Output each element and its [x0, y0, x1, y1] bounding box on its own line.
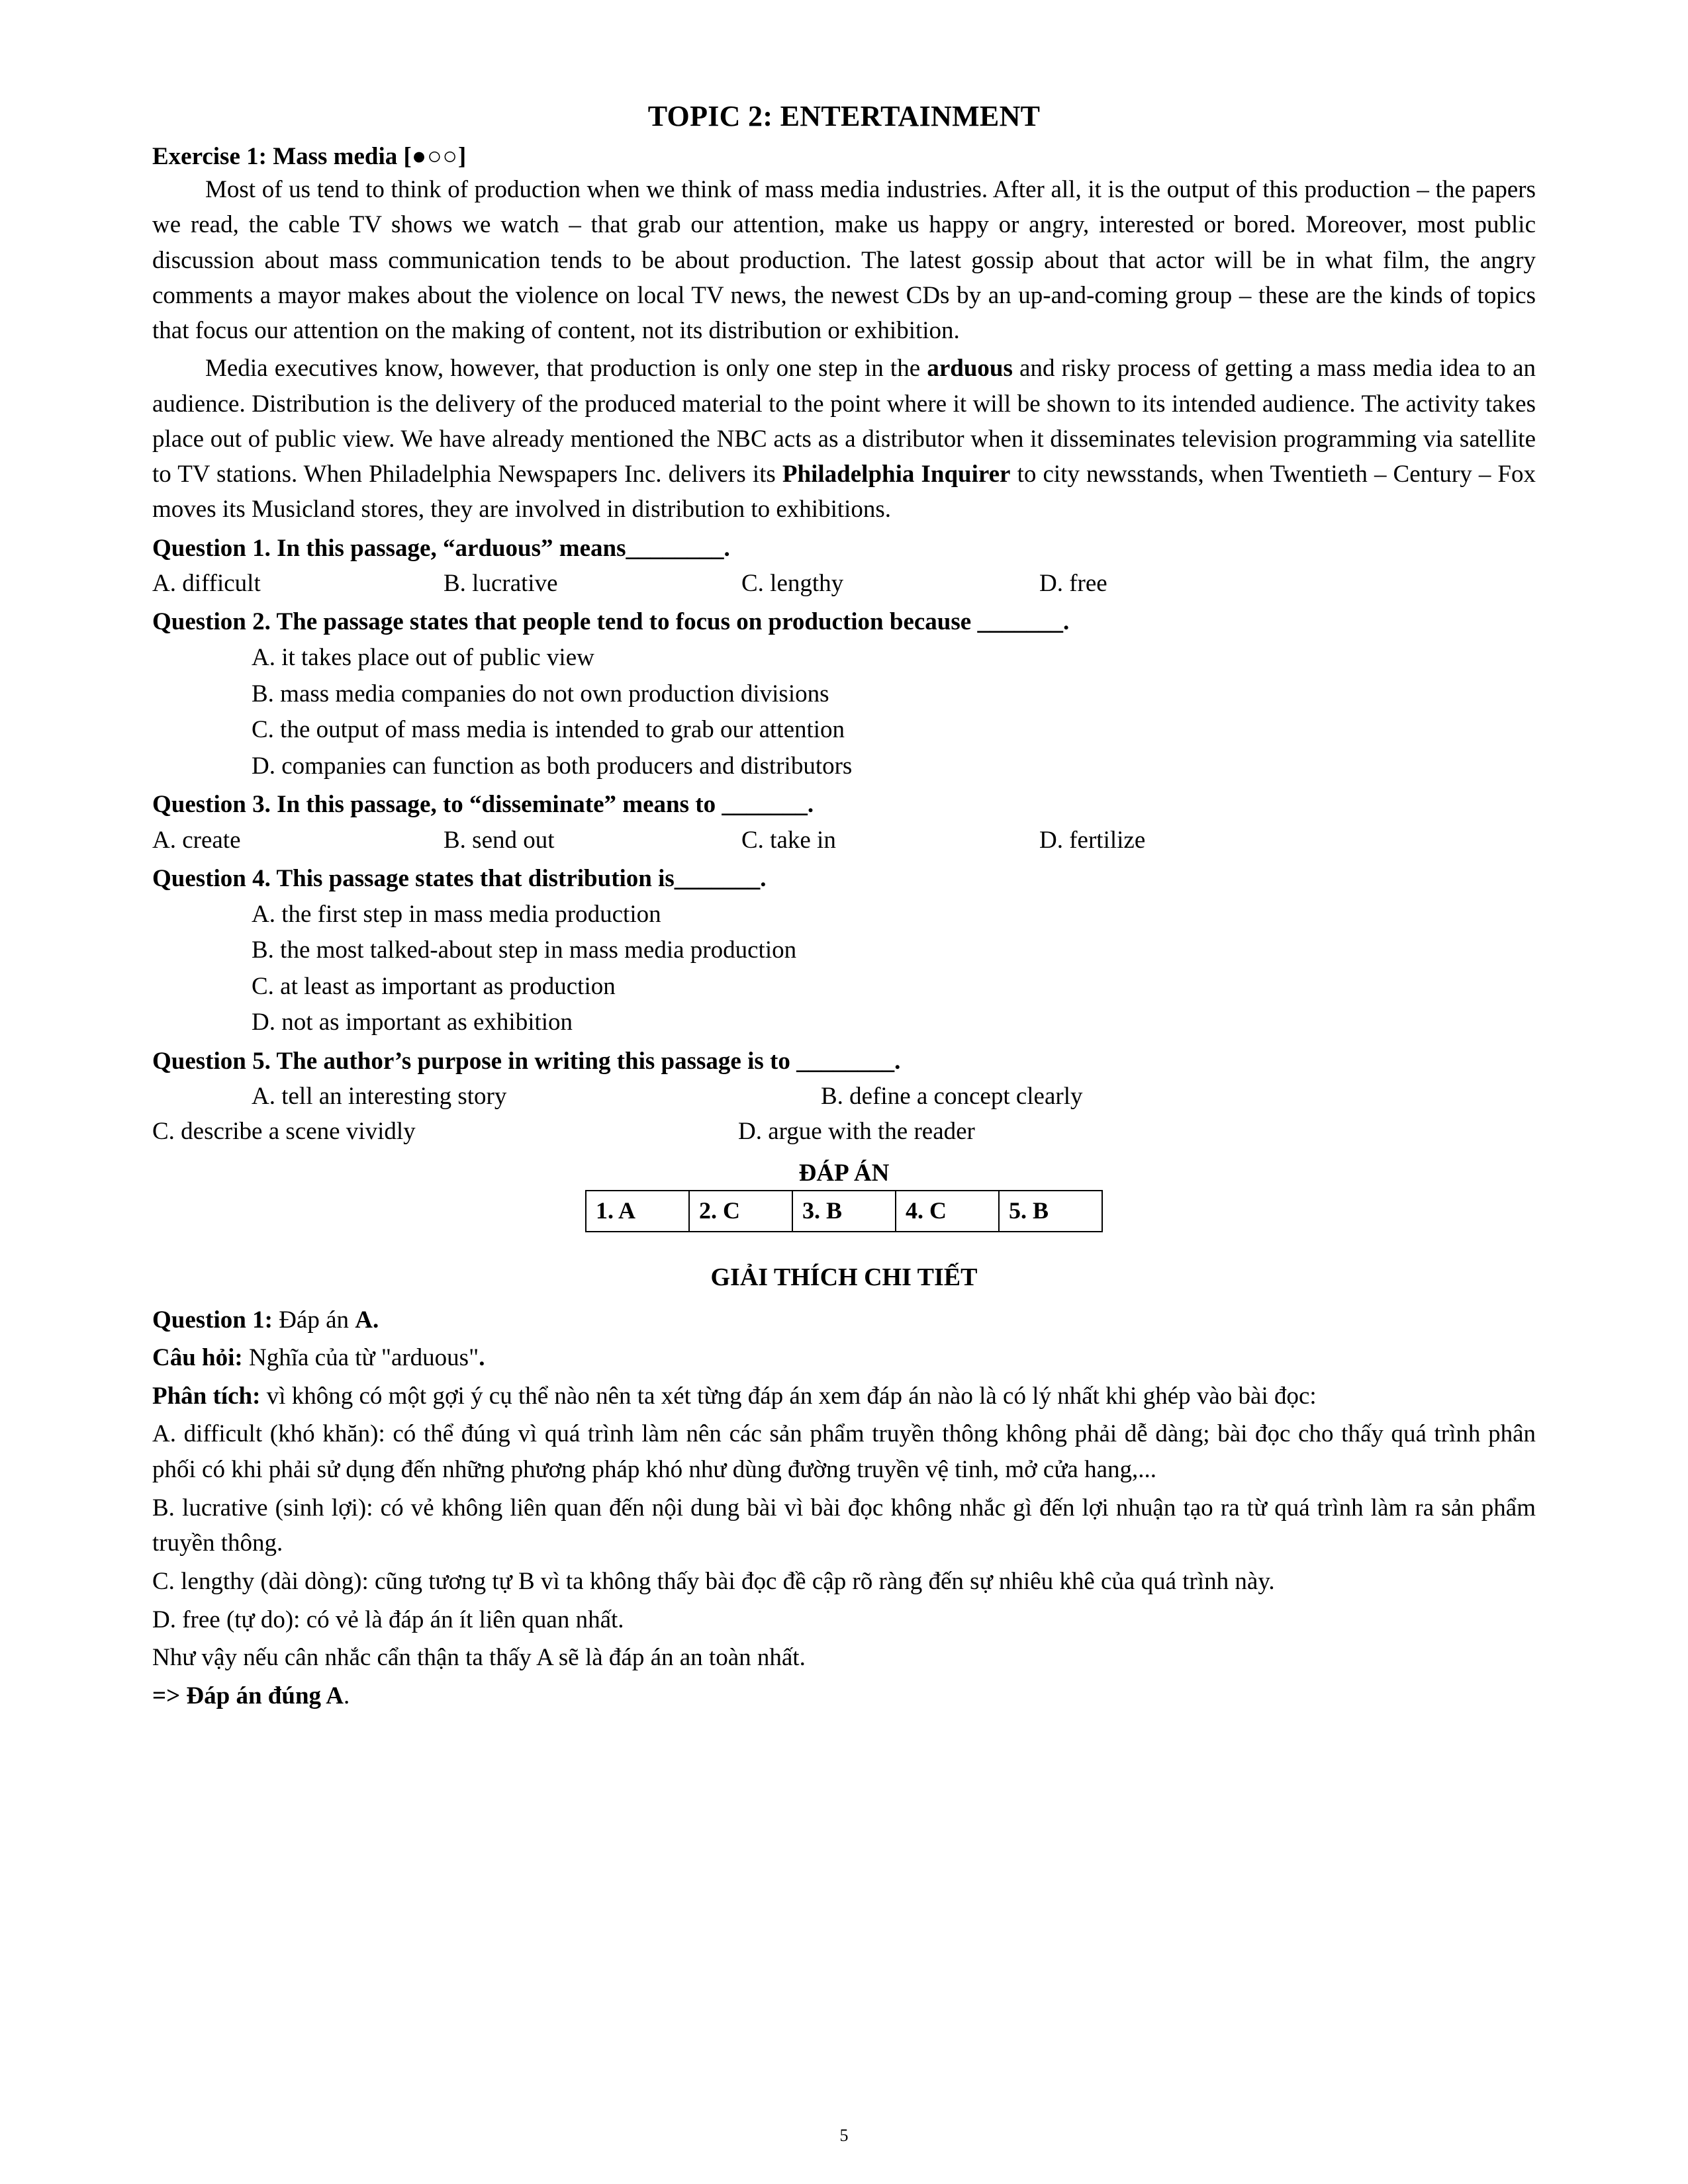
question-5-option-b[interactable]: B. define a concept clearly — [821, 1083, 1083, 1111]
question-4-option-b[interactable]: B. the most talked-about step in mass media production — [252, 936, 797, 964]
exercise-heading — [152, 142, 1536, 171]
question-3-option-c[interactable]: C. take in — [741, 826, 836, 854]
explanation-cauhoi-text: Nghĩa của từ "arduous" — [242, 1344, 479, 1372]
explanation-title: GIẢI THÍCH CHI TIẾT — [710, 1263, 978, 1291]
explanation-q1-text: Đáp án — [272, 1306, 355, 1334]
question-5-stem: Question 5. The author’s purpose in writing this passage is to ________. — [152, 1047, 901, 1075]
explanation-final-bold: => Đáp án đúng A — [152, 1682, 344, 1709]
passage-p2-part-c: to city newsstands, when Twentieth – Century – Fox moves its Musicland stores, they are involved in distribution to exhibitions. — [152, 461, 1536, 523]
question-3-option-d[interactable]: D. fertilize — [1039, 826, 1146, 854]
question-5-option-d[interactable]: D. argue with the reader — [738, 1118, 975, 1146]
explanation-option-b: B. lucrative (sinh lợi): có vẻ không liên quan đến nội dung bài vì bài đọc không nhắc gì đến lợi nhuận tạo ra từ quá trình làm ra sản phẩm truyền thông. — [152, 1494, 1536, 1557]
explanation-option-c: C. lengthy (dài dòng): cũng tương tự B vì ta không thấy bài đọc đề cập rõ ràng đến sự nhiêu khê của quá trình này. — [152, 1568, 1275, 1596]
explanation-conclusion: Như vậy nếu cân nhắc cẩn thận ta thấy A sẽ là đáp án an toàn nhất. — [152, 1644, 806, 1672]
question-1-option-d[interactable]: D. free — [1039, 570, 1107, 598]
explanation-q1-label: Question 1: — [152, 1306, 273, 1334]
explanation-final-dot: . — [343, 1682, 350, 1709]
explanation-question-1 — [152, 1302, 1536, 1338]
explanation-cauhoi-dot: . — [479, 1344, 485, 1372]
question-5-option-c[interactable]: C. describe a scene vividly — [152, 1118, 416, 1146]
question-5-row-2 — [152, 1115, 1536, 1150]
question-4-stem: Question 4. This passage states that distribution is_______. — [152, 864, 767, 892]
passage-p2-part-a: Media executives know, however, that production is only one step in the — [205, 355, 927, 383]
explanation-cauhoi — [152, 1340, 1536, 1376]
question-3-option-a[interactable]: A. create — [152, 826, 241, 854]
question-2-option-d[interactable]: D. companies can function as both producers and distributors — [252, 752, 853, 780]
question-4-option-a[interactable]: A. the first step in mass media production — [252, 900, 661, 928]
question-3-options — [152, 823, 1536, 858]
answer-key-title: ĐÁP ÁN — [798, 1159, 890, 1187]
explanation-q1-answer: A. — [355, 1306, 379, 1334]
question-1-option-b[interactable]: B. lucrative — [444, 570, 558, 598]
question-5-row-1 — [152, 1079, 1536, 1115]
answer-cell-5: 5. B — [999, 1191, 1102, 1232]
page-title: TOPIC 2: ENTERTAINMENT — [647, 100, 1041, 132]
answer-cell-1: 1. A — [586, 1191, 689, 1232]
explanation-final-answer — [152, 1678, 1536, 1714]
question-3-stem: Question 3. In this passage, to “disseminate” means to _______. — [152, 791, 814, 819]
question-1-option-c[interactable]: C. lengthy — [741, 570, 844, 598]
explanation-phantich-text: vì không có một gợi ý cụ thể nào nên ta xét từng đáp án xem đáp án nào là có lý nhất khi ghép vào bài đọc: — [260, 1382, 1317, 1410]
passage-paragraph-1: Most of us tend to think of production when we think of mass media industries. After all, it is the output of this production – the papers we read, the cable TV shows we watch – that grab our attention, make us happy or angry, interested or bored. Moreover, most public discussion about mass communication tends to be about production. The latest gossip about that actor will be in what film, the angry comments a mayor makes about the violence on local TV news, the newest CDs by an up-and-coming group – these are the kinds of topics that focus our attention on the making of content, not its distribution or exhibition. — [152, 176, 1536, 345]
explanation-option-a: A. difficult (khó khăn): có thể đúng vì quá trình làm nên các sản phẩm truyền thông không phải dễ dàng; bài đọc cho thấy quá trình phân phối có khi phải sử dụng đến những phương pháp khó như dùng đường truyền vệ tinh, mở cửa hang,... — [152, 1420, 1536, 1484]
question-5-option-a[interactable]: A. tell an interesting story — [252, 1083, 507, 1111]
question-5-options — [152, 1079, 1536, 1149]
explanation-cauhoi-label: Câu hỏi: — [152, 1344, 243, 1372]
page-number: 5 — [839, 2126, 849, 2145]
question-2-option-a[interactable]: A. it takes place out of public view — [252, 644, 594, 672]
explanation-option-d: D. free (tự do): có vẻ là đáp án ít liên quan nhất. — [152, 1606, 624, 1633]
question-1-option-a[interactable]: A. difficult — [152, 570, 261, 598]
answer-key-table — [585, 1190, 1103, 1232]
question-1-stem: Question 1. In this passage, “arduous” means________. — [152, 534, 730, 562]
question-4-option-d[interactable]: D. not as important as exhibition — [252, 1009, 573, 1036]
question-2-stem: Question 2. The passage states that people tend to focus on production because _______. — [152, 608, 1070, 636]
question-4-option-c[interactable]: C. at least as important as production — [252, 972, 616, 1000]
passage-paragraph-2 — [152, 351, 1536, 527]
question-2-option-c[interactable]: C. the output of mass media is intended to grab our attention — [252, 716, 845, 744]
passage-p2-bold-inquirer: Philadelphia Inquirer — [782, 461, 1011, 488]
table-row — [586, 1191, 1102, 1232]
explanation-phantich-label: Phân tích: — [152, 1382, 261, 1410]
question-2-options — [152, 641, 1536, 784]
answer-cell-2: 2. C — [689, 1191, 792, 1232]
difficulty-dots: ●○○ — [411, 143, 458, 170]
question-4-options — [152, 897, 1536, 1040]
answer-cell-3: 3. B — [792, 1191, 896, 1232]
exercise-heading-text: Exercise 1: Mass media [ — [152, 143, 412, 170]
answer-cell-4: 4. C — [896, 1191, 999, 1232]
passage-p2-bold-arduous: arduous — [927, 355, 1013, 383]
exercise-heading-close: ] — [457, 143, 467, 170]
passage-p2-part-b: and risky process of getting a mass media idea to an audience. Distribution is the delivery of the produced material to the point where it will be shown to its intended audience. The activity takes place out of public view. We have already mentioned the NBC acts as a distributor when it disseminates television programming via satellite to TV stations. When Philadelphia Newspapers Inc. delivers its — [152, 355, 1536, 488]
question-3-option-b[interactable]: B. send out — [444, 826, 555, 854]
explanation-phantich — [152, 1379, 1536, 1414]
question-2-option-b[interactable]: B. mass media companies do not own production divisions — [252, 680, 829, 707]
question-1-options — [152, 567, 1536, 601]
